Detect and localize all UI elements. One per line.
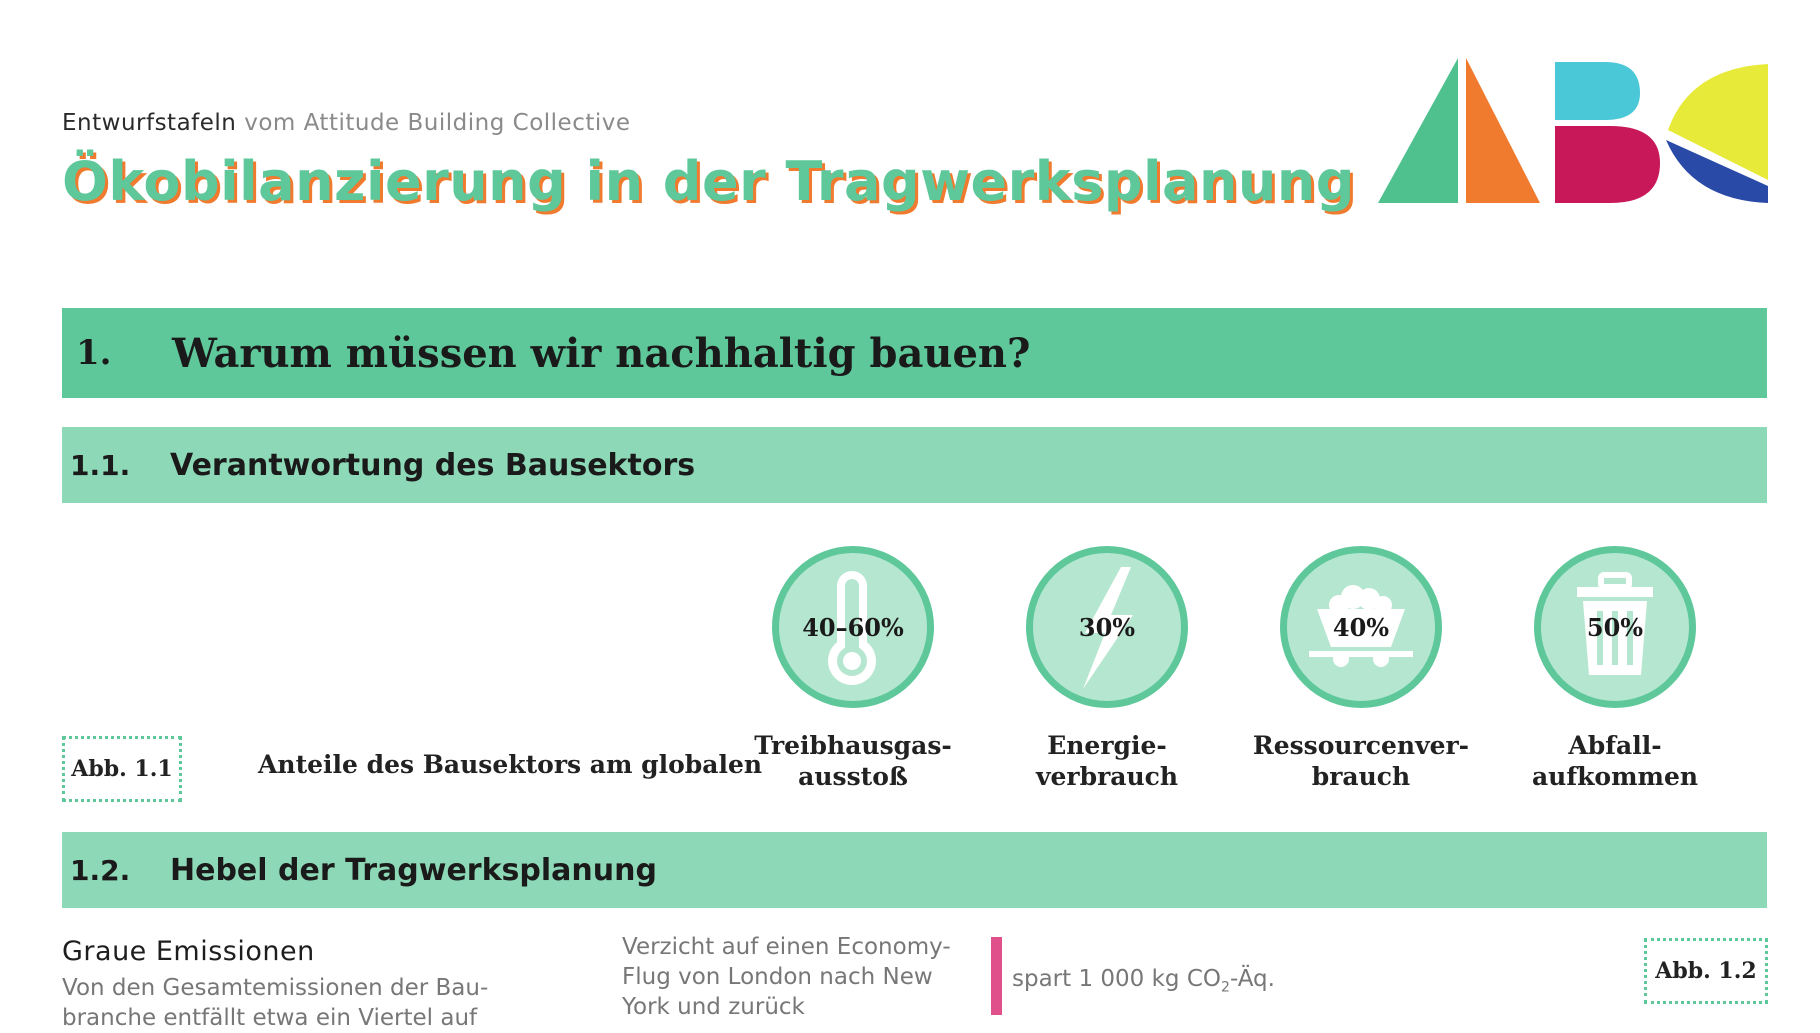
- section-1-1-number: 1.1.: [70, 448, 131, 482]
- accent-bar: [991, 937, 1002, 1015]
- graue-emissionen-heading: Graue Emissionen: [62, 936, 315, 967]
- stat-energy-circle: [1026, 546, 1188, 708]
- co2-subscript: 2: [1221, 979, 1230, 996]
- header-subtitle: [62, 110, 631, 136]
- section-1-1-title: Verantwortung des Bausektors: [170, 447, 696, 483]
- figure-label-1-1: Abb. 1.1: [62, 736, 182, 802]
- stat-waste-label-line2: aufkommen: [1531, 762, 1699, 791]
- section-1-number: 1.: [76, 333, 112, 373]
- stat-resources-label: [1236, 730, 1486, 792]
- abc-logo: [1370, 58, 1770, 208]
- stat-waste-value: 50%: [1586, 612, 1644, 642]
- co2-saving-text: [1012, 966, 1275, 996]
- stat-greenhouse-label-line1: Treibhausgas-: [754, 731, 952, 760]
- stat-greenhouse-value: 40–60%: [802, 612, 904, 642]
- logo-b-top: [1555, 62, 1640, 120]
- section-1-2-title: Hebel der Tragwerksplanung: [170, 852, 657, 888]
- section-1-title: Warum müssen wir nachhaltig bauen?: [172, 329, 1031, 377]
- stat-energy-label-line1: Energie-: [1047, 731, 1167, 760]
- stat-greenhouse-label-line2: ausstoß: [798, 762, 908, 791]
- stat-resources-label-line2: brauch: [1311, 762, 1411, 791]
- section-1-2-number: 1.2.: [70, 853, 131, 887]
- stat-energy: [982, 546, 1232, 792]
- section-1-1-header: [62, 427, 1767, 503]
- stat-greenhouse: [728, 546, 978, 792]
- co2-saving-prefix: spart 1 000 kg CO: [1012, 966, 1222, 992]
- section-1-header: [62, 308, 1767, 398]
- stat-energy-label: [982, 730, 1232, 792]
- stat-waste-label: [1490, 730, 1740, 792]
- logo-b-bottom: [1555, 126, 1660, 203]
- graue-emissionen-text: Von den Gesamtemissionen der Bau-branche entfällt etwa ein Viertel auf: [62, 975, 489, 1031]
- stat-waste-circle: [1534, 546, 1696, 708]
- stat-energy-value: 30%: [1078, 612, 1136, 642]
- section-1-2-header: [62, 832, 1767, 908]
- co2-saving-suffix: -Äq.: [1229, 966, 1275, 992]
- stat-waste: [1490, 546, 1740, 792]
- stat-resources: [1236, 546, 1486, 792]
- stat-resources-value: 40%: [1332, 612, 1390, 642]
- flight-comparison-text: Verzicht auf einen Economy-Flug von London nach New York und zurück: [622, 934, 951, 1020]
- stat-energy-label-line2: verbrauch: [1035, 762, 1179, 791]
- logo-a-left: [1378, 58, 1458, 203]
- stat-greenhouse-label: [728, 730, 978, 792]
- stat-resources-label-line1: Ressourcenver-: [1252, 731, 1470, 760]
- page-title: Ökobilanzierung in der Tragwerksplanung: [62, 150, 1355, 213]
- subtitle-lead: Entwurfstafeln: [62, 110, 237, 136]
- subtitle-collective: vom Attitude Building Collective: [244, 110, 631, 136]
- stat-waste-label-line1: Abfall-: [1568, 731, 1662, 760]
- figure-caption-1-1: Anteile des Bausektors am globalen: [258, 750, 763, 779]
- figure-label-1-2: Abb. 1.2: [1644, 938, 1768, 1004]
- logo-a-right: [1466, 58, 1540, 203]
- stat-greenhouse-circle: [772, 546, 934, 708]
- stat-resources-circle: [1280, 546, 1442, 708]
